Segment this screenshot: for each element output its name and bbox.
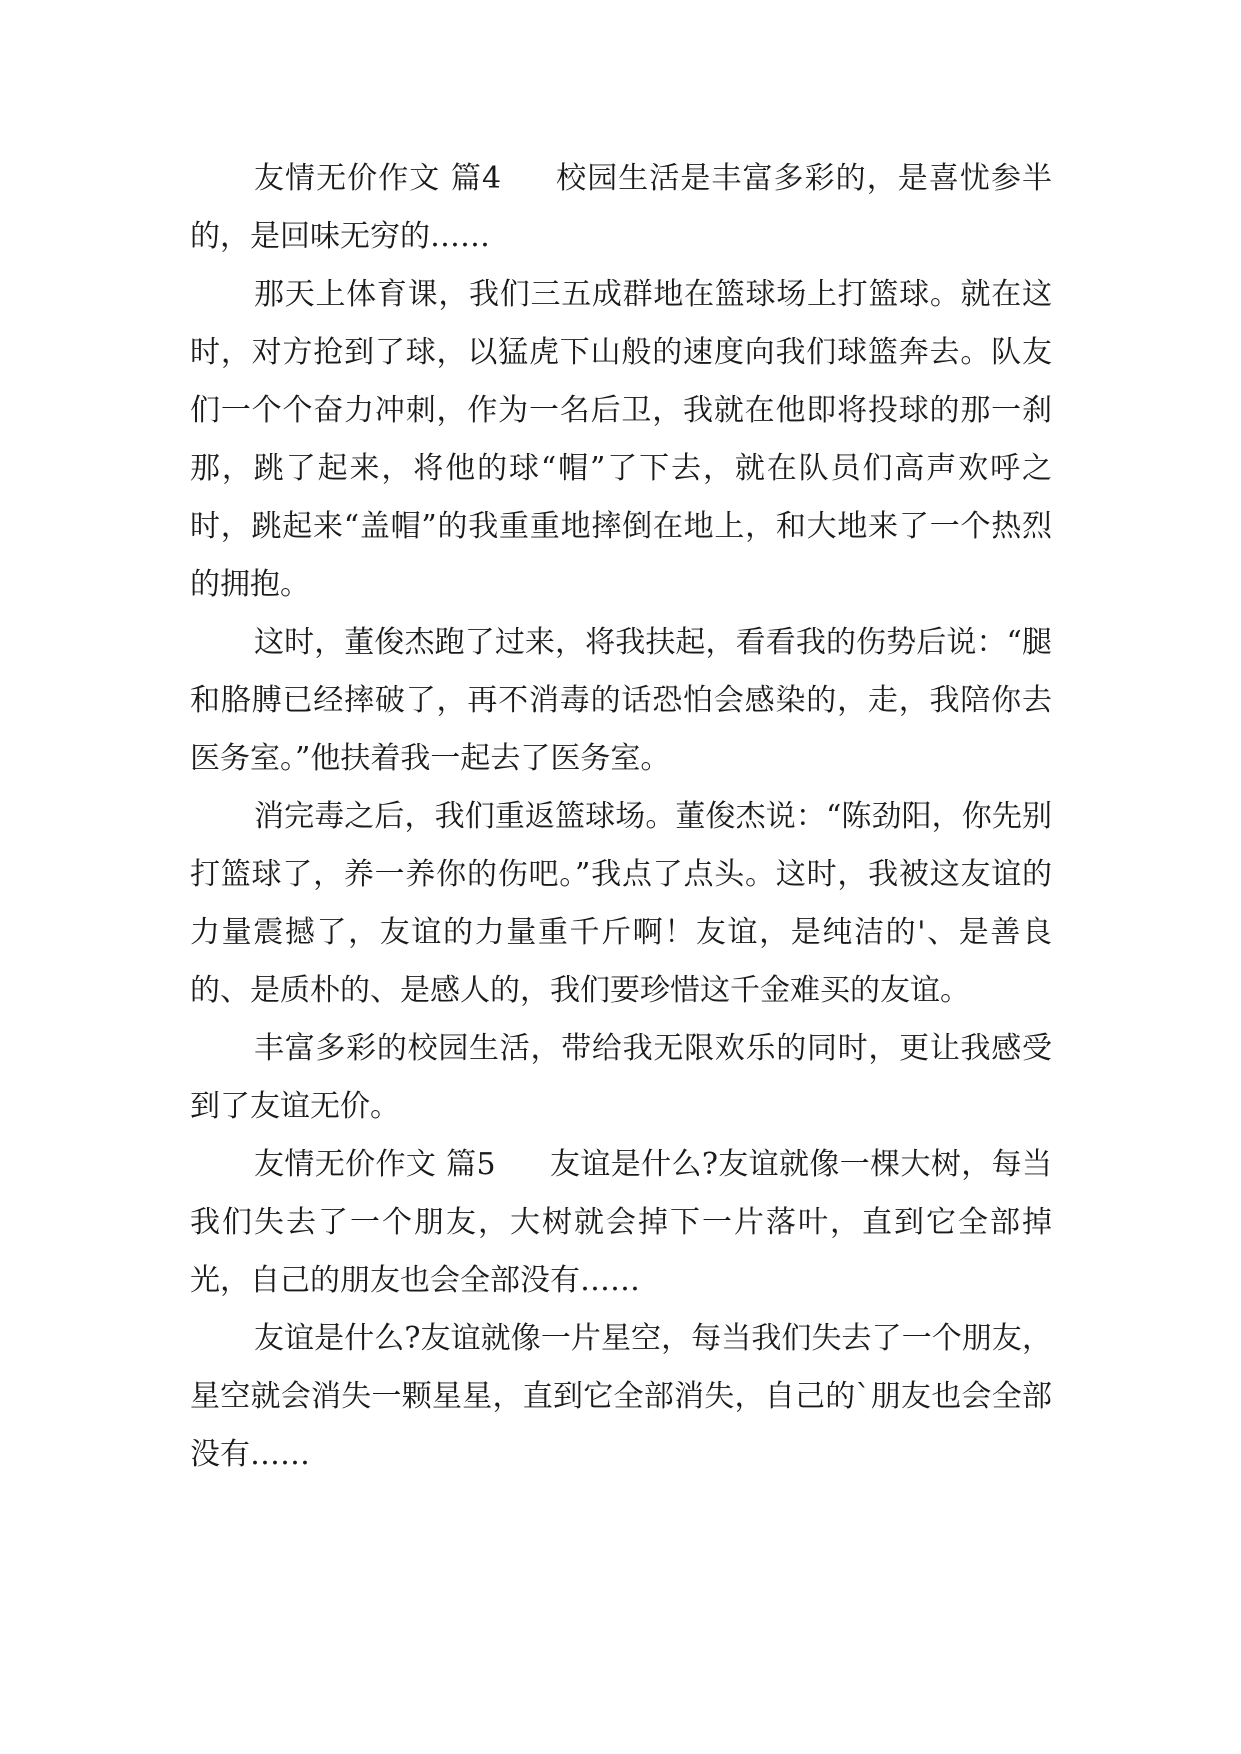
document-body [190,150,1052,1484]
essay-4-paragraph-friendship: 消完毒之后，我们重返篮球场。董俊杰说：“陈劲阳，你先别打篮球了，养一养你的伤吧。”我点了点头。这时，我被这友谊的力量震撼了，友谊的力量重千斤啊！友谊，是纯洁的'、是善良的、是质朴的、是感人的，我们要珍惜这千金难买的友谊。 [190,799,1052,1008]
essay-5-paragraph-stars: 友谊是什么?友谊就像一片星空，每当我们失去了一个朋友，星空就会消失一颗星星，直到它全部消失，自己的`朋友也会全部没有…… [190,1321,1052,1472]
essay-5-intro-paragraph [190,1136,1052,1310]
essay-5-intro-text: 友谊是什么?友谊就像一棵大树，每当我们失去了一个朋友，大树就会掉下一片落叶，直到它全部掉光，自己的朋友也会全部没有…… [190,1147,1052,1298]
essay-5-heading: 友情无价作文 篇5 [254,1147,496,1182]
essay-4-heading: 友情无价作文 篇4 [254,161,502,196]
essay-4-paragraph-basketball: 那天上体育课，我们三五成群地在篮球场上打篮球。就在这时，对方抢到了球，以猛虎下山般的速度向我们球篮奔去。队友们一个个奋力冲刺，作为一名后卫，我就在他即将投球的那一刹那，跳了起来，将他的球“帽”了下去，就在队员们高声欢呼之时，跳起来“盖帽”的我重重地摔倒在地上，和大地来了一个热烈的拥抱。 [190,277,1052,602]
essay-4-paragraph-conclusion: 丰富多彩的校园生活，带给我无限欢乐的同时，更让我感受到了友谊无价。 [190,1031,1052,1124]
essay-4-intro-text: 校园生活是丰富多彩的，是喜忧参半的，是回味无穷的…… [190,161,1053,254]
essay-4-intro-paragraph [190,150,1052,266]
essay-4-paragraph-help: 这时，董俊杰跑了过来，将我扶起，看看我的伤势后说：“腿和胳膊已经摔破了，再不消毒的话恐怕会感染的，走，我陪你去医务室。”他扶着我一起去了医务室。 [190,625,1052,776]
